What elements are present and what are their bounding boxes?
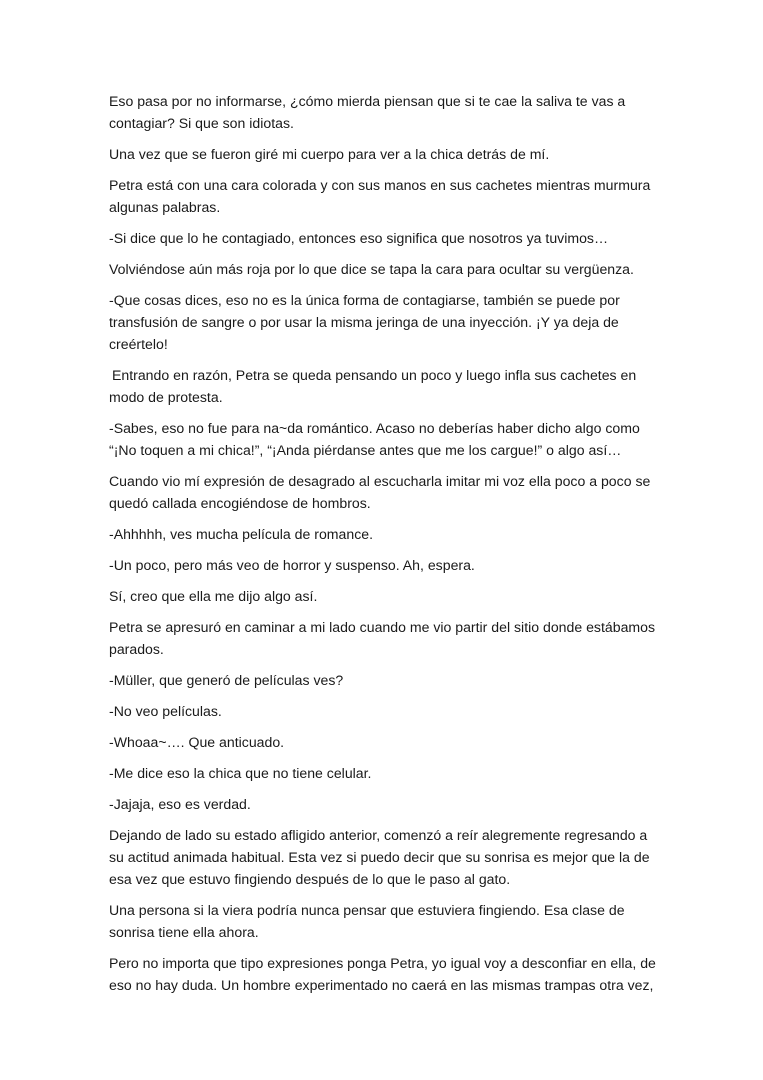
- paragraph: Eso pasa por no informarse, ¿cómo mierda piensan que si te cae la saliva te vas a contagiar? Si que son idiotas.: [109, 93, 626, 131]
- paragraph: Cuando vio mí expresión de desagrado al escucharla imitar mi voz ella poco a poco se quedó callada encogiéndose de hombros.: [109, 473, 651, 511]
- paragraph: -Jajaja, eso es verdad.: [109, 796, 251, 812]
- paragraph: Petra está con una cara colorada y con sus manos en sus cachetes mientras murmura algunas palabras.: [109, 177, 651, 215]
- document-page: [109, 90, 657, 1005]
- paragraph: Entrando en razón, Petra se queda pensando un poco y luego infla sus cachetes en modo de protesta.: [109, 367, 637, 405]
- paragraph: Una persona si la viera podría nunca pensar que estuviera fingiendo. Esa clase de sonrisa tiene ella ahora.: [109, 902, 625, 940]
- paragraph: -Un poco, pero más veo de horror y suspenso. Ah, espera.: [109, 557, 475, 573]
- paragraph: Volviéndose aún más roja por lo que dice se tapa la cara para ocultar su vergüenza.: [109, 261, 634, 277]
- paragraph: -Si dice que lo he contagiado, entonces eso significa que nosotros ya tuvimos…: [109, 230, 609, 246]
- paragraph: Petra se apresuró en caminar a mi lado cuando me vio partir del sitio donde estábamos parados.: [109, 619, 656, 657]
- paragraph: -Me dice eso la chica que no tiene celular.: [109, 765, 372, 781]
- paragraph: -Que cosas dices, eso no es la única forma de contagiarse, también se puede por transfusión de sangre o por usar la misma jeringa de una inyección. ¡Y ya deja de creértelo!: [109, 292, 620, 352]
- paragraph: -No veo películas.: [109, 703, 222, 719]
- paragraph: -Ahhhhh, ves mucha película de romance.: [109, 526, 374, 542]
- paragraph: Una vez que se fueron giré mi cuerpo para ver a la chica detrás de mí.: [109, 146, 550, 162]
- paragraph: Pero no importa que tipo expresiones ponga Petra, yo igual voy a desconfiar en ella, de eso no hay duda. Un hombre experimentado no caerá en las mismas trampas otra vez,: [109, 955, 656, 993]
- paragraph: -Müller, que generó de películas ves?: [109, 672, 344, 688]
- paragraph: Sí, creo que ella me dijo algo así.: [109, 588, 318, 604]
- paragraph: -Sabes, eso no fue para na~da romántico. Acaso no deberías haber dicho algo como “¡No toquen a mi chica!”, “¡Anda piérdanse antes que me los cargue!” o algo así…: [109, 420, 640, 458]
- paragraph: -Whoaa~…. Que anticuado.: [109, 734, 285, 750]
- paragraph: Dejando de lado su estado afligido anterior, comenzó a reír alegremente regresando a su actitud animada habitual. Esta vez si puedo decir que su sonrisa es mejor que la de esa vez que estuvo fingiendo después de lo que le paso al gato.: [109, 827, 650, 887]
